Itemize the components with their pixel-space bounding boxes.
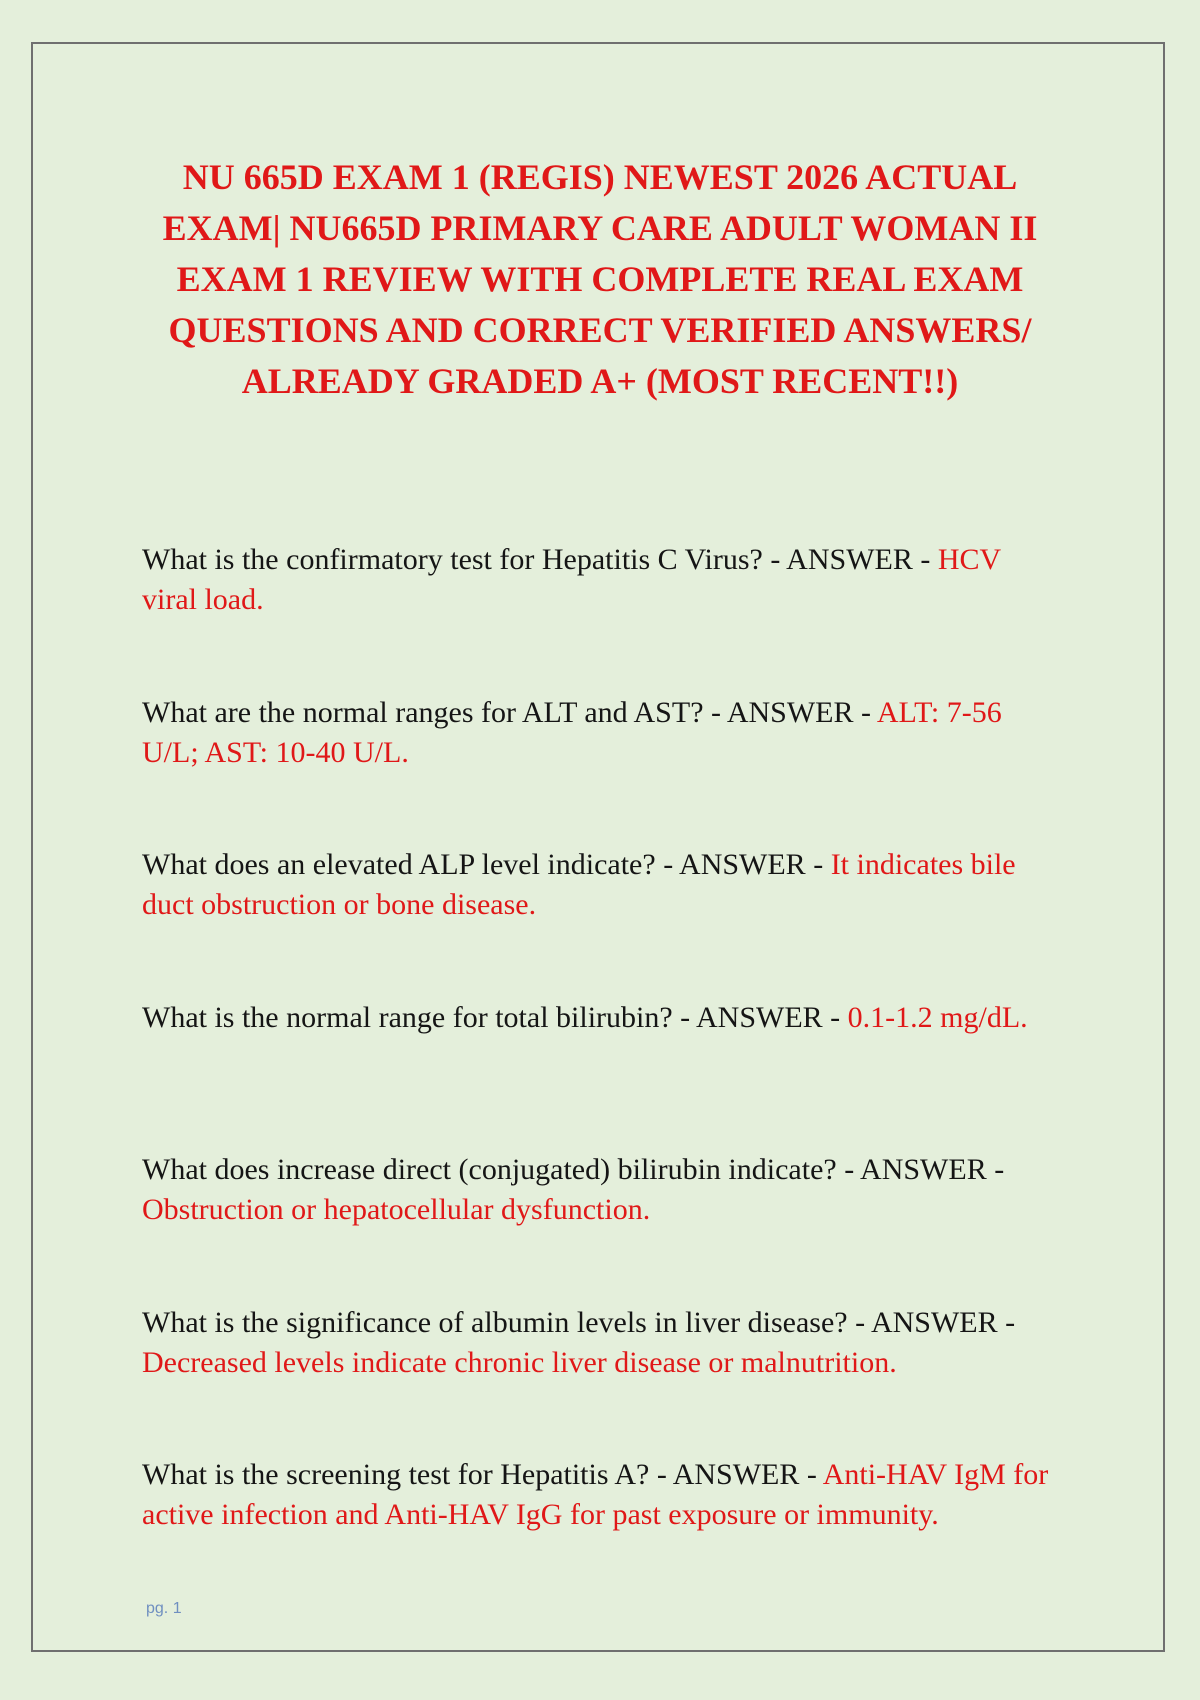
question-text: What does increase direct (conjugated) bilirubin indicate? xyxy=(142,1153,837,1186)
answer-text: HCV viral load. xyxy=(142,543,1001,616)
qa-item-7 xyxy=(142,1455,1062,1608)
answer-text: ALT: 7-56 U/L; AST: 10-40 U/L. xyxy=(142,695,1002,769)
answer-text: 0.1-1.2 mg/dL. xyxy=(847,1000,1028,1034)
question-text: What is the significance of albumin levels in liver disease? xyxy=(142,1305,848,1339)
answer-text: Obstruction or hepatocellular dysfunction. xyxy=(142,1193,651,1226)
answer-text: Decreased levels indicate chronic liver disease or malnutrition. xyxy=(142,1345,897,1379)
document-title: NU 665D EXAM 1 (REGIS) NEWEST 2026 ACTUAL EXAM| NU665D PRIMARY CARE ADULT WOMAN II EXAM 1 REVIEW WITH COMPLETE REAL EXAM QUESTIONS AND CORRECT VERIFIED ANSWERS/ ALREADY GRADED A+ (MOST RECENT!!) xyxy=(162,157,1038,401)
answer-text: Anti-HAV IgM for active infection and Anti-HAV IgG for past exposure or immunity. xyxy=(142,1458,1049,1531)
question-text: What does an elevated ALP level indicate? xyxy=(142,848,656,881)
answer-text: It indicates bile duct obstruction or bone disease. xyxy=(142,848,1016,921)
question-text: What are the normal ranges for ALT and AST? xyxy=(142,695,704,729)
answer-separator: - ANSWER - xyxy=(847,1305,1016,1339)
answer-separator: - ANSWER - xyxy=(655,848,831,881)
qa-item-6 xyxy=(142,1303,1062,1456)
question-text: What is the confirmatory test for Hepatitis C Virus? xyxy=(142,543,763,576)
page-number: pg. 1 xyxy=(146,1600,182,1617)
answer-separator: - ANSWER - xyxy=(762,543,938,576)
qa-item-1 xyxy=(142,540,1062,693)
qa-item-4 xyxy=(142,998,1062,1151)
answer-separator: - ANSWER - xyxy=(703,695,877,729)
answer-separator: - ANSWER - xyxy=(836,1153,1005,1186)
answer-separator: - ANSWER - xyxy=(649,1458,823,1491)
qa-item-5 xyxy=(142,1150,1062,1303)
question-text: What is the normal range for total bilirubin? xyxy=(142,1000,673,1034)
qa-item-3 xyxy=(142,845,1062,998)
qa-item-2 xyxy=(142,693,1062,846)
answer-separator: - ANSWER - xyxy=(672,1000,848,1034)
question-text: What is the screening test for Hepatitis A? xyxy=(142,1458,650,1491)
qa-list xyxy=(142,540,1062,1608)
